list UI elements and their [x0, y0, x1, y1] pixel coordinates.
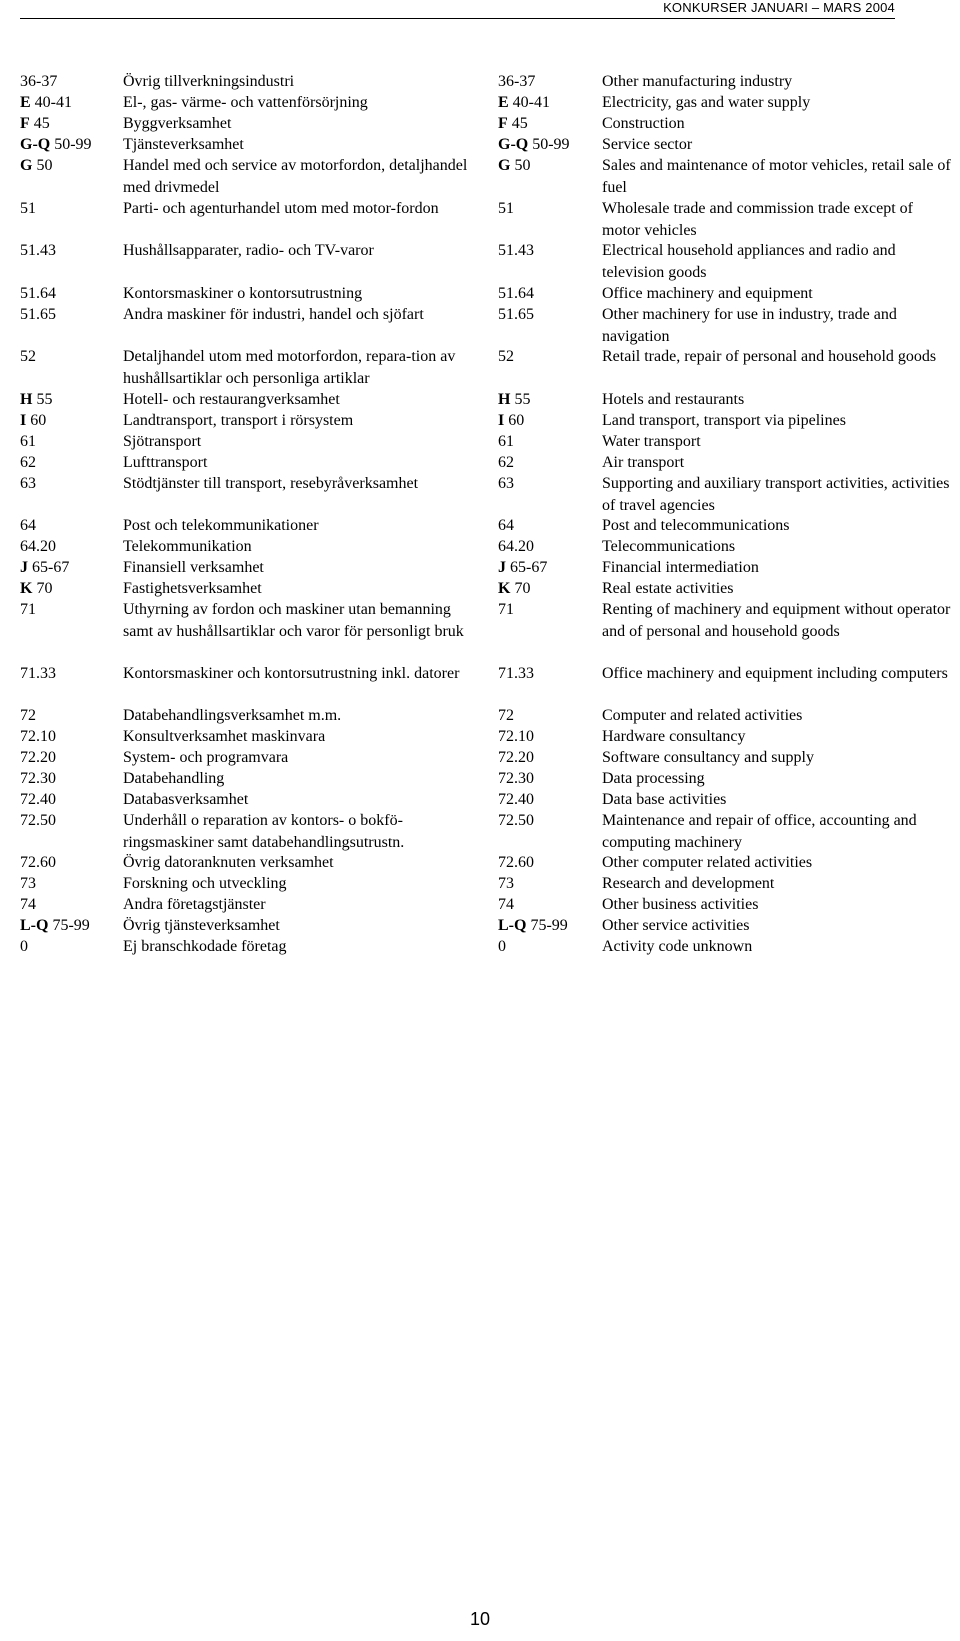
industry-code: [498, 663, 602, 685]
industry-description: Lufttransport: [123, 454, 208, 471]
industry-description: Data processing: [602, 770, 705, 787]
code-number: 73: [498, 875, 514, 892]
code-entry: [498, 852, 952, 874]
industry-code: [498, 389, 602, 411]
industry-code: [498, 536, 602, 558]
industry-description: Other computer related activities: [602, 854, 813, 871]
industry-description: Wholesale trade and commission trade except of motor vehicles: [602, 200, 913, 239]
code-number: 74: [498, 896, 514, 913]
code-entry: [498, 789, 952, 811]
industry-code: [20, 789, 123, 811]
industry-description: Post and telecommunications: [602, 517, 790, 534]
code-entry: [498, 599, 952, 643]
industry-code: [20, 283, 123, 305]
code-entry: [498, 768, 952, 790]
industry-code: [498, 198, 602, 242]
header-title: KONKURSER JANUARI – MARS 2004: [663, 0, 895, 15]
code-entry: [498, 113, 952, 135]
industry-description: Software consultancy and supply: [602, 749, 814, 766]
industry-code: [498, 768, 602, 790]
industry-description: Telecommunications: [602, 538, 736, 555]
code-number: 61: [20, 433, 36, 450]
code-entry: [498, 71, 952, 93]
section-letter: G: [498, 157, 511, 174]
code-number: 72.30: [498, 770, 534, 787]
code-number: 64.20: [20, 538, 56, 555]
code-entry: [498, 304, 952, 348]
industry-code: [498, 810, 602, 854]
code-number: 63: [498, 475, 514, 492]
industry-description: Telekommunikation: [123, 538, 252, 555]
industry-code: [20, 810, 123, 854]
code-entry: [498, 557, 952, 579]
section-letter: K: [20, 580, 33, 597]
code-entry: [20, 894, 483, 916]
code-entry: [20, 92, 483, 114]
code-number: 51.64: [498, 285, 534, 302]
code-entry: [20, 113, 483, 135]
code-entry: [498, 134, 952, 156]
code-number: 70: [510, 580, 531, 597]
code-entry: [498, 578, 952, 600]
code-entry: [20, 473, 483, 495]
industry-description: Real estate activities: [602, 580, 734, 597]
industry-code: [498, 473, 602, 517]
code-number: 36-37: [20, 73, 58, 90]
code-number: 40-41: [30, 94, 72, 111]
code-number: 51: [498, 200, 514, 217]
code-number: 75-99: [526, 917, 568, 934]
page-number: 10: [469, 1609, 491, 1629]
industry-description: Stödtjänster till transport, resebyråverksamhet: [123, 475, 419, 492]
industry-code: [498, 747, 602, 769]
code-number: 0: [498, 938, 506, 955]
industry-code: [498, 304, 602, 348]
industry-description: Air transport: [602, 454, 685, 471]
industry-description: Sjötransport: [123, 433, 202, 450]
code-entry: [498, 726, 952, 748]
code-number: 71.33: [498, 665, 534, 682]
industry-code: [20, 705, 123, 727]
code-entry: [498, 936, 952, 958]
industry-code: [20, 768, 123, 790]
industry-description: Other service activities: [602, 917, 750, 934]
industry-code: [20, 536, 123, 558]
industry-description: Konsultverksamhet maskinvara: [123, 728, 326, 745]
industry-description: Other business activities: [602, 896, 759, 913]
code-number: 50-99: [528, 136, 570, 153]
code-entry: [498, 346, 952, 368]
industry-description: Databehandling: [123, 770, 225, 787]
industry-description: Tjänsteverksamhet: [123, 136, 244, 153]
industry-code: [20, 915, 123, 937]
code-number: 51.64: [20, 285, 56, 302]
code-number: 72.10: [20, 728, 56, 745]
code-number: 55: [510, 391, 531, 408]
industry-description: Övrig datoranknuten verksamhet: [123, 854, 334, 871]
code-entry: [20, 198, 483, 220]
code-number: 50: [32, 157, 53, 174]
code-entry: [20, 452, 483, 474]
industry-description: Forskning och utveckling: [123, 875, 287, 892]
code-entry: [20, 155, 483, 199]
code-entry: [20, 873, 483, 895]
code-number: 64.20: [498, 538, 534, 555]
code-number: 60: [26, 412, 47, 429]
industry-code: [20, 389, 123, 411]
code-number: 36-37: [498, 73, 536, 90]
industry-description: Hotels and restaurants: [602, 391, 745, 408]
industry-code: [20, 726, 123, 748]
code-entry: [498, 663, 952, 685]
industry-description: Electrical household appliances and radio and television goods: [602, 242, 896, 281]
industry-description: Kontorsmaskiner och kontorsutrustning inkl. datorer: [123, 665, 460, 682]
industry-code: [20, 852, 123, 874]
section-letter: L-Q: [20, 917, 49, 934]
code-number: 71.33: [20, 665, 56, 682]
code-number: 45: [507, 115, 528, 132]
industry-code: [20, 599, 123, 643]
code-entry: [498, 810, 952, 854]
code-entry: [498, 198, 952, 242]
industry-description: Hardware consultancy: [602, 728, 746, 745]
industry-code: [498, 726, 602, 748]
industry-code: [20, 92, 123, 114]
industry-code: [20, 155, 123, 199]
industry-description: Hushållsapparater, radio- och TV-varor: [123, 242, 374, 259]
section-letter: H: [498, 391, 511, 408]
industry-description: Maintenance and repair of office, accounting and computing machinery: [602, 812, 917, 851]
section-letter: E: [498, 94, 509, 111]
code-entry: [20, 936, 483, 958]
code-number: 65-67: [506, 559, 548, 576]
code-number: 72.40: [498, 791, 534, 808]
code-number: 72.20: [498, 749, 534, 766]
code-entry: [498, 515, 952, 537]
industry-description: Detaljhandel utom med motorfordon, repara-tion av hushållsartiklar och personliga artiklar: [123, 348, 456, 387]
industry-description: Finansiell verksamhet: [123, 559, 264, 576]
code-entry: [498, 747, 952, 769]
industry-description: Övrig tjänsteverksamhet: [123, 917, 280, 934]
code-entry: [20, 431, 483, 453]
code-number: 72.60: [20, 854, 56, 871]
code-number: 50-99: [50, 136, 92, 153]
industry-code: [20, 936, 123, 958]
industry-code: [20, 71, 123, 93]
code-number: 72.50: [498, 812, 534, 829]
industry-code: [20, 198, 123, 220]
industry-code: [20, 304, 123, 326]
code-number: 75-99: [48, 917, 90, 934]
code-number: 72: [498, 707, 514, 724]
code-number: 40-41: [508, 94, 550, 111]
industry-code: [20, 410, 123, 432]
industry-code: [20, 894, 123, 916]
header-divider: [20, 18, 895, 19]
industry-code: [498, 92, 602, 114]
industry-description: Land transport, transport via pipelines: [602, 412, 846, 429]
code-entry: [498, 410, 952, 432]
code-number: 62: [20, 454, 36, 471]
industry-code: [20, 452, 123, 474]
industry-code: [498, 410, 602, 432]
industry-description: Databasverksamhet: [123, 791, 249, 808]
industry-description: Other machinery for use in industry, trade and navigation: [602, 306, 897, 345]
industry-code: [498, 894, 602, 916]
section-letter: K: [498, 580, 511, 597]
industry-code: [498, 346, 602, 368]
industry-code: [498, 515, 602, 537]
code-entry: [20, 515, 483, 537]
industry-code: [498, 557, 602, 579]
industry-description: Post och telekommunikationer: [123, 517, 319, 534]
code-entry: [20, 789, 483, 811]
industry-code: [498, 936, 602, 958]
industry-code: [498, 283, 602, 305]
code-number: 52: [498, 348, 514, 365]
industry-description: Underhåll o reparation av kontors- o bokfö-ringsmaskiner samt databehandlingsutrustn.: [123, 812, 405, 851]
industry-code: [498, 873, 602, 895]
code-entry: [20, 915, 483, 937]
industry-code: [20, 113, 123, 135]
code-entry: [20, 768, 483, 790]
code-entry: [20, 705, 483, 727]
industry-code: [20, 134, 123, 156]
industry-description: Financial intermediation: [602, 559, 759, 576]
code-entry: [498, 389, 952, 411]
page-header: [0, 0, 960, 22]
code-entry: [498, 705, 952, 727]
industry-code: [20, 873, 123, 895]
code-number: 0: [20, 938, 28, 955]
industry-description: Ej branschkodade företag: [123, 938, 287, 955]
industry-code: [20, 240, 123, 262]
code-entry: [498, 894, 952, 916]
industry-code: [498, 705, 602, 727]
code-number: 72.50: [20, 812, 56, 829]
code-entry: [498, 283, 952, 305]
industry-code: [20, 431, 123, 453]
code-number: 63: [20, 475, 36, 492]
industry-description: Water transport: [602, 433, 701, 450]
industry-code: [498, 915, 602, 937]
code-entry: [20, 810, 483, 854]
industry-description: El-, gas- värme- och vattenförsörjning: [123, 94, 368, 111]
code-entry: [498, 536, 952, 558]
code-entry: [498, 240, 952, 284]
industry-description: Other manufacturing industry: [602, 73, 793, 90]
industry-description: Computer and related activities: [602, 707, 803, 724]
code-number: 45: [29, 115, 50, 132]
industry-code: [498, 578, 602, 600]
code-number: 55: [32, 391, 53, 408]
section-letter: G-Q: [498, 136, 529, 153]
code-number: 51.65: [498, 306, 534, 323]
code-number: 70: [32, 580, 53, 597]
code-number: 72.60: [498, 854, 534, 871]
code-entry: [498, 431, 952, 453]
code-entry: [20, 557, 483, 579]
code-entry: [20, 134, 483, 156]
industry-description: Handel med och service av motorfordon, detaljhandel med drivmedel: [123, 157, 468, 196]
industry-description: Parti- och agenturhandel utom med motor-fordon: [123, 200, 439, 217]
code-entry: [498, 873, 952, 895]
code-entry: [20, 536, 483, 558]
industry-code: [498, 155, 602, 199]
section-letter: L-Q: [498, 917, 527, 934]
section-letter: J: [20, 559, 28, 576]
code-number: 64: [20, 517, 36, 534]
industry-description: Sales and maintenance of motor vehicles, retail sale of fuel: [602, 157, 951, 196]
code-entry: [20, 389, 483, 411]
section-letter: E: [20, 94, 31, 111]
section-letter: G-Q: [20, 136, 51, 153]
industry-code: [498, 134, 602, 156]
industry-description: Hotell- och restaurangverksamhet: [123, 391, 340, 408]
section-letter: I: [498, 412, 505, 429]
industry-description: Andra företagstjänster: [123, 896, 266, 913]
industry-description: System- och programvara: [123, 749, 289, 766]
industry-description: Office machinery and equipment: [602, 285, 813, 302]
code-number: 52: [20, 348, 36, 365]
code-entry: [498, 155, 952, 199]
industry-code: [498, 113, 602, 135]
industry-code: [20, 663, 123, 685]
industry-description: Landtransport, transport i rörsystem: [123, 412, 354, 429]
code-number: 61: [498, 433, 514, 450]
code-number: 73: [20, 875, 36, 892]
industry-description: Construction: [602, 115, 685, 132]
industry-description: Office machinery and equipment including computers: [602, 665, 948, 682]
code-entry: [498, 92, 952, 114]
industry-description: Kontorsmaskiner o kontorsutrustning: [123, 285, 363, 302]
code-entry: [20, 71, 483, 93]
industry-code: [498, 452, 602, 474]
code-number: 60: [504, 412, 525, 429]
industry-description: Activity code unknown: [602, 938, 753, 955]
industry-code: [498, 240, 602, 284]
code-entry: [20, 283, 483, 305]
industry-code: [20, 557, 123, 579]
industry-description: Uthyrning av fordon och maskiner utan bemanning samt av hushållsartiklar och varor för personligt bruk: [123, 601, 464, 640]
code-number: 50: [510, 157, 531, 174]
code-entry: [20, 304, 483, 326]
industry-description: Electricity, gas and water supply: [602, 94, 811, 111]
code-number: 64: [498, 517, 514, 534]
code-entry: [20, 240, 483, 262]
code-number: 51: [20, 200, 36, 217]
industry-code: [20, 346, 123, 390]
code-number: 51.65: [20, 306, 56, 323]
industry-description: Research and development: [602, 875, 775, 892]
code-number: 74: [20, 896, 36, 913]
industry-description: Övrig tillverkningsindustri: [123, 73, 295, 90]
industry-code: [20, 473, 123, 495]
section-letter: I: [20, 412, 27, 429]
code-entry: [20, 346, 483, 390]
code-entry: [20, 599, 483, 643]
section-letter: F: [498, 115, 508, 132]
code-entry: [498, 473, 952, 517]
code-entry: [20, 726, 483, 748]
code-number: 72.20: [20, 749, 56, 766]
section-letter: F: [20, 115, 30, 132]
code-number: 71: [498, 601, 514, 618]
code-entry: [20, 410, 483, 432]
industry-description: Databehandlingsverksamhet m.m.: [123, 707, 342, 724]
industry-code: [498, 71, 602, 93]
code-number: 72.10: [498, 728, 534, 745]
industry-code: [498, 599, 602, 643]
code-entry: [20, 747, 483, 769]
industry-description: Retail trade, repair of personal and household goods: [602, 348, 937, 365]
industry-description: Renting of machinery and equipment without operator and of personal and household goods: [602, 601, 951, 640]
industry-code: [20, 515, 123, 537]
code-number: 51.43: [498, 242, 534, 259]
industry-description: Service sector: [602, 136, 693, 153]
industry-code: [498, 431, 602, 453]
code-number: 65-67: [28, 559, 70, 576]
code-number: 71: [20, 601, 36, 618]
code-number: 72.40: [20, 791, 56, 808]
code-entry: [20, 852, 483, 874]
industry-description: Supporting and auxiliary transport activities, activities of travel agencies: [602, 475, 950, 514]
section-letter: H: [20, 391, 33, 408]
code-entry: [498, 452, 952, 474]
industry-description: Andra maskiner för industri, handel och sjöfart: [123, 306, 424, 323]
industry-code: [498, 852, 602, 874]
code-number: 72: [20, 707, 36, 724]
industry-description: Byggverksamhet: [123, 115, 232, 132]
code-number: 72.30: [20, 770, 56, 787]
section-letter: J: [498, 559, 506, 576]
industry-code: [20, 747, 123, 769]
code-number: 51.43: [20, 242, 56, 259]
code-number: 62: [498, 454, 514, 471]
code-entry: [498, 915, 952, 937]
industry-description: Fastighetsverksamhet: [123, 580, 262, 597]
industry-code: [20, 578, 123, 600]
industry-code: [498, 789, 602, 811]
code-entry: [20, 578, 483, 600]
industry-description: Data base activities: [602, 791, 727, 808]
section-letter: G: [20, 157, 33, 174]
code-entry: [20, 663, 483, 685]
